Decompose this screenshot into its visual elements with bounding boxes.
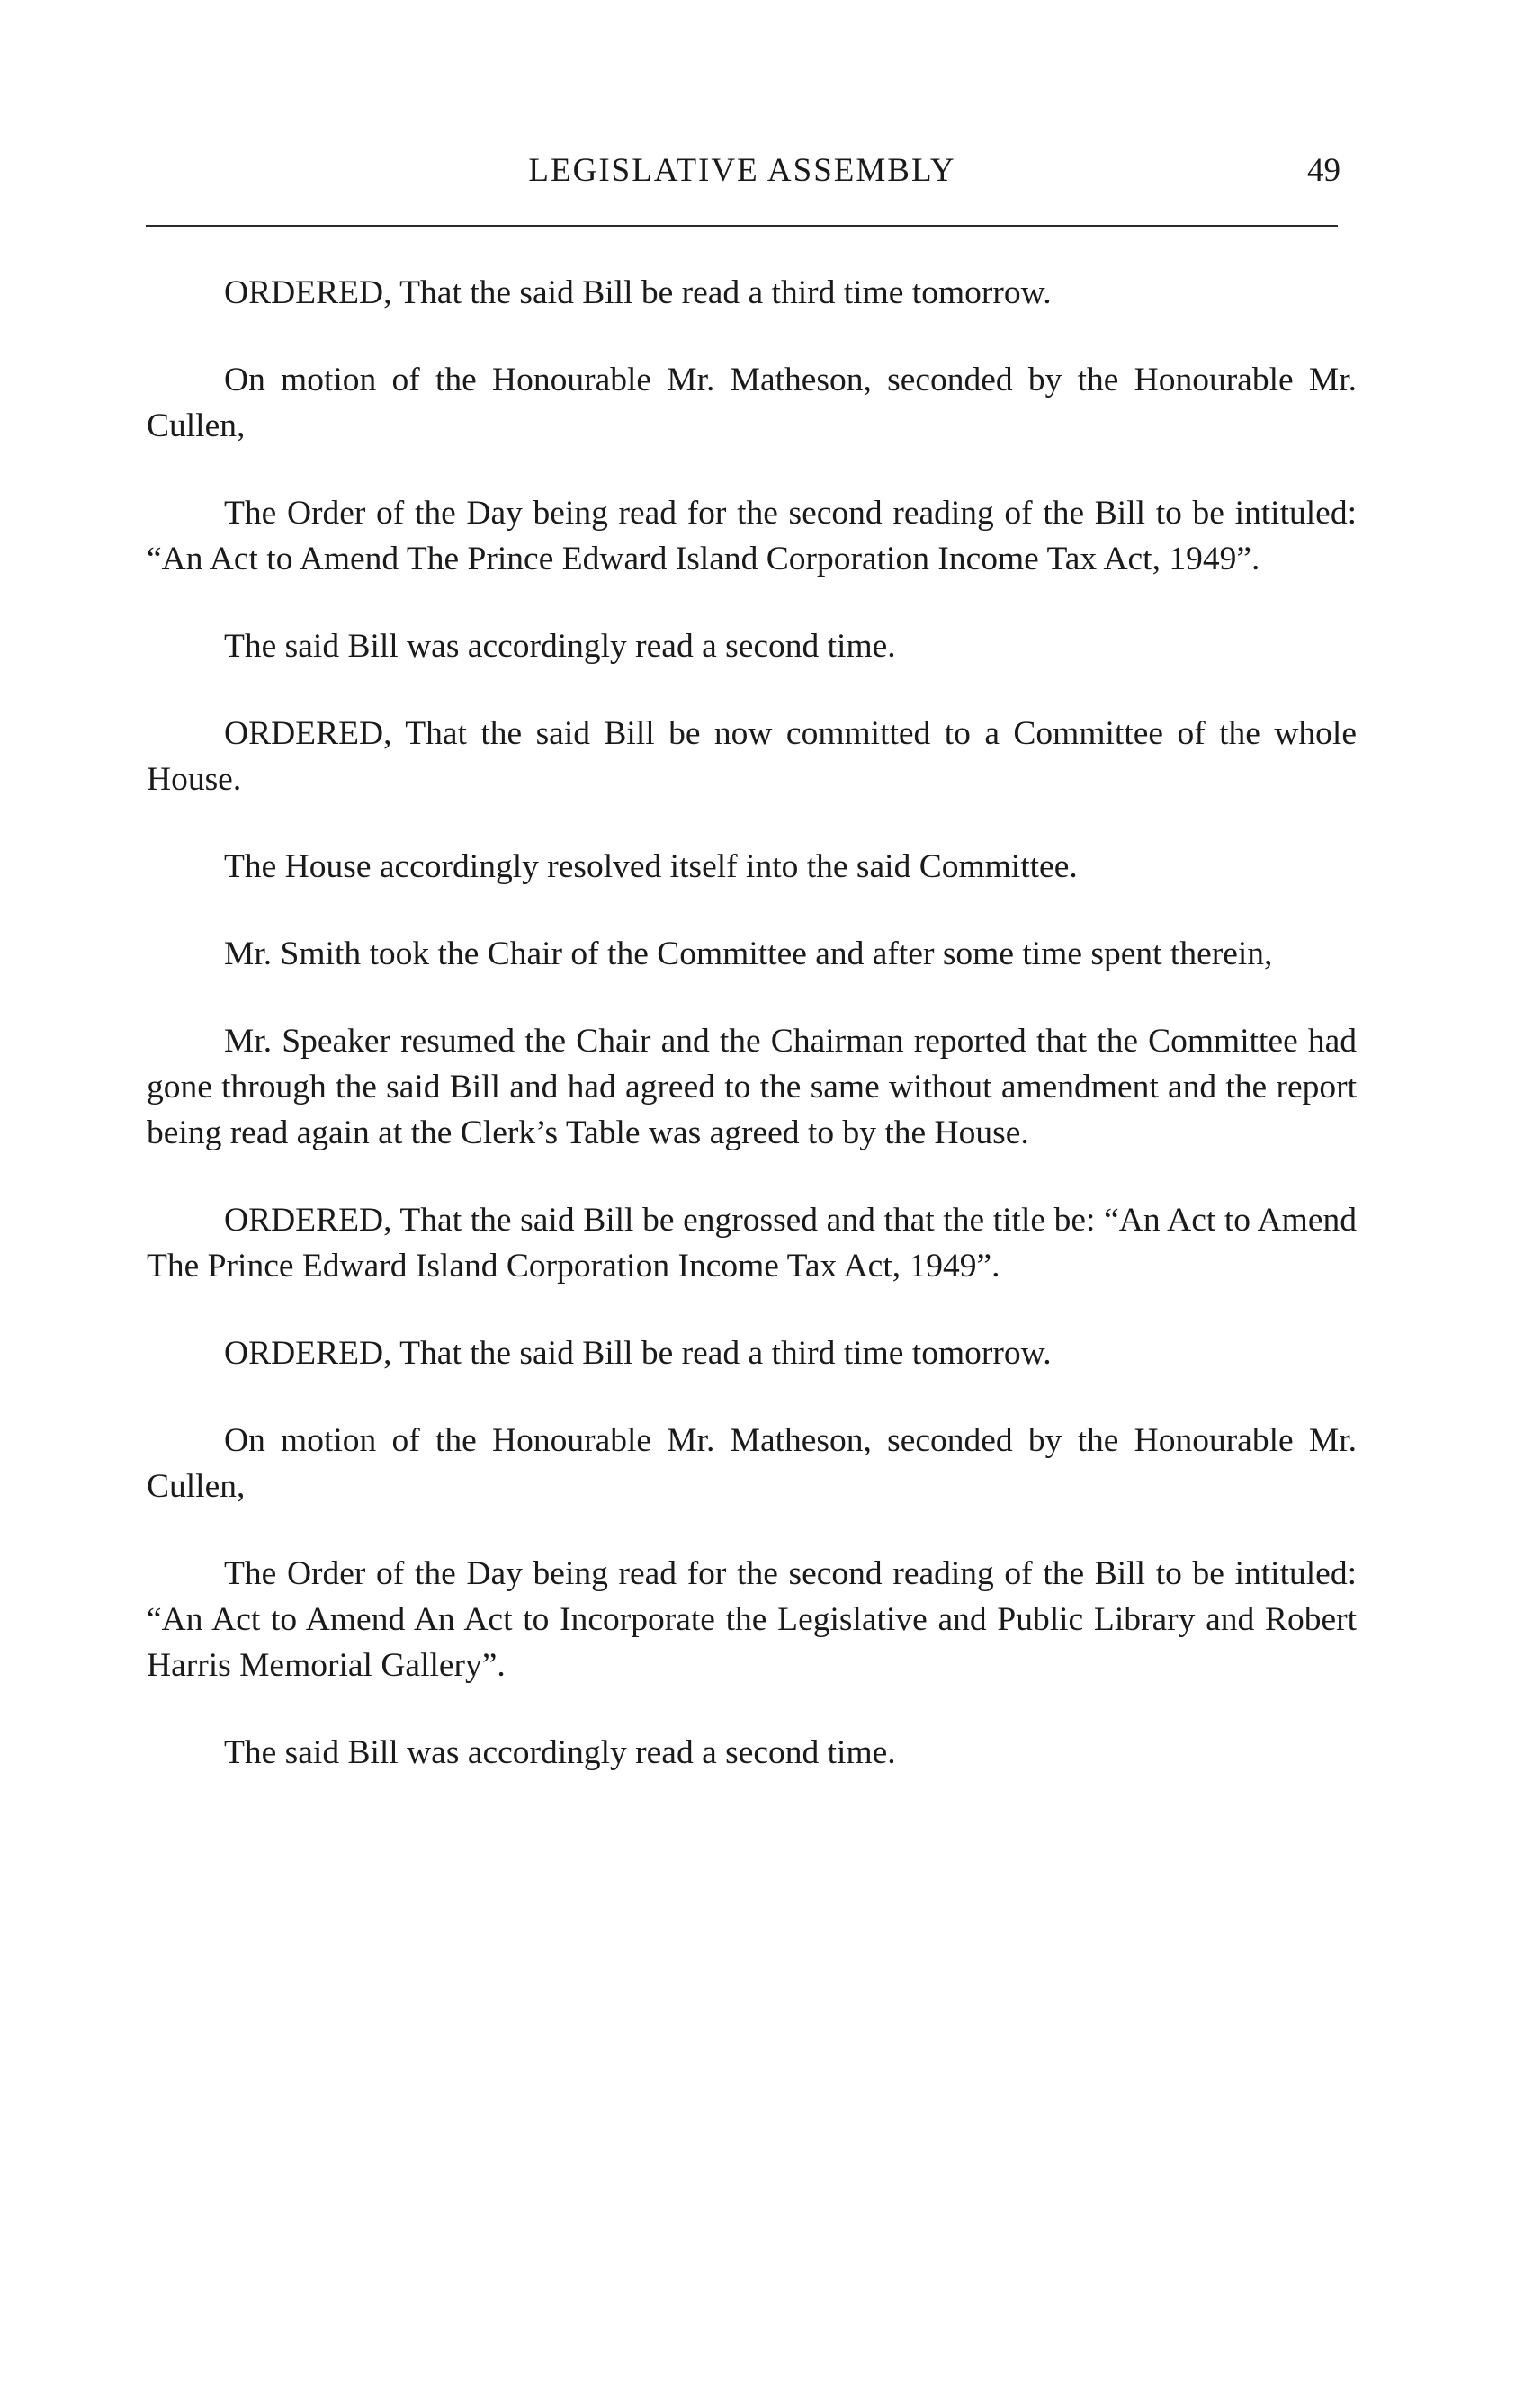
body-text bbox=[147, 270, 1357, 1817]
paragraph: ORDERED, That the said Bill be read a third time tomorrow. bbox=[224, 274, 1052, 311]
paragraph: The Order of the Day being read for the second reading of the Bill to be intituled: “An Act to Amend The Prince Edward Island Corporation Income Tax Act, 1949”. bbox=[147, 495, 1357, 577]
paragraph: The said Bill was accordingly read a second time. bbox=[224, 1734, 896, 1771]
paragraph: Mr. Speaker resumed the Chair and the Chairman reported that the Committee had gone through the said Bill and had agreed to the same without amendment and the report being read again at the Clerk’s Table was agreed to by the House. bbox=[147, 1023, 1357, 1151]
paragraph: The said Bill was accordingly read a second time. bbox=[224, 628, 896, 665]
paragraph: On motion of the Honourable Mr. Matheson, seconded by the Honourable Mr. Cullen, bbox=[147, 362, 1357, 444]
paragraph: The Order of the Day being read for the second reading of the Bill to be intituled: “An Act to Amend An Act to Incorporate the Legislative and Public Library and Robert Harris Memorial Gallery”. bbox=[147, 1555, 1357, 1684]
running-head bbox=[144, 151, 1340, 196]
header-rule bbox=[146, 225, 1338, 227]
paragraph: The House accordingly resolved itself into the said Committee. bbox=[224, 848, 1078, 885]
running-title: LEGISLATIVE ASSEMBLY bbox=[528, 152, 956, 189]
page-number: 49 bbox=[1307, 152, 1340, 189]
paragraph: ORDERED, That the said Bill be read a third time tomorrow. bbox=[224, 1335, 1052, 1372]
paragraph: On motion of the Honourable Mr. Matheson, seconded by the Honourable Mr. Cullen, bbox=[147, 1422, 1357, 1505]
paragraph: ORDERED, That the said Bill be now committed to a Committee of the whole House. bbox=[147, 715, 1357, 798]
paragraph: Mr. Smith took the Chair of the Committee and after some time spent therein, bbox=[224, 935, 1273, 972]
paragraph: ORDERED, That the said Bill be engrossed and that the title be: “An Act to Amend The Prince Edward Island Corporation Income Tax Act, 1949”. bbox=[147, 1202, 1357, 1285]
